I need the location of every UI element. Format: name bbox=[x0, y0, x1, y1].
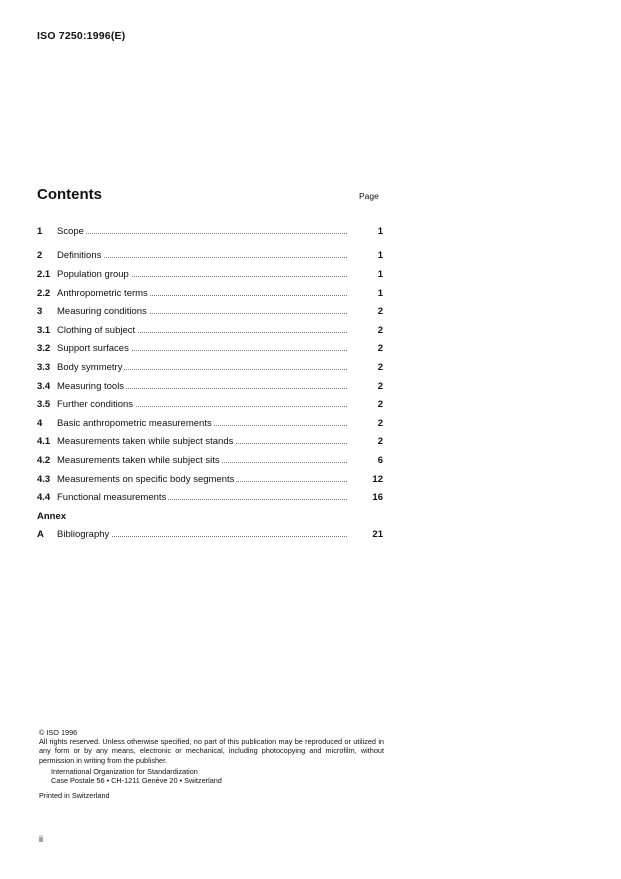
toc-entry-title: Anthropometric terms bbox=[57, 287, 148, 299]
toc-entry-title: Population group bbox=[57, 268, 129, 280]
toc-entry-title: Support surfaces bbox=[57, 343, 129, 355]
toc-entry-page: 1 bbox=[377, 250, 383, 262]
toc-entry-number: 3.1 bbox=[37, 324, 51, 336]
toc-entry-title-wrap bbox=[57, 288, 347, 299]
page-number: ii bbox=[39, 834, 43, 844]
toc-entry-number: 2.1 bbox=[37, 268, 51, 280]
table-of-contents bbox=[37, 222, 383, 544]
toc-entry-title: Functional measurements bbox=[57, 492, 167, 504]
toc-entry-number: 4.2 bbox=[37, 454, 51, 466]
toc-entry-page: 1 bbox=[377, 225, 383, 237]
toc-entry-page: 2 bbox=[377, 399, 383, 411]
toc-entry[interactable] bbox=[37, 395, 383, 414]
copyright-line: © ISO 1996 bbox=[39, 728, 78, 737]
toc-entry-title: Further conditions bbox=[57, 399, 134, 411]
toc-entry[interactable] bbox=[37, 377, 383, 396]
toc-entry-number: 3.3 bbox=[37, 361, 51, 373]
toc-entry-number: 3.5 bbox=[37, 399, 51, 411]
toc-entry[interactable] bbox=[37, 340, 383, 359]
toc-entry-number: 2.2 bbox=[37, 287, 51, 299]
toc-entry-page: 12 bbox=[372, 473, 383, 485]
standard-id-header: ISO 7250:1996(E) bbox=[37, 30, 126, 42]
organization-address: Case Postale 56 • CH-1211 Genève 20 • Switzerland bbox=[51, 776, 222, 786]
toc-entry-title-wrap bbox=[57, 399, 347, 410]
toc-entry[interactable] bbox=[37, 433, 383, 452]
toc-entry-number: 4.4 bbox=[37, 492, 51, 504]
organization-name: International Organization for Standardization bbox=[51, 766, 198, 776]
toc-entry-title: Scope bbox=[57, 225, 84, 237]
toc-entry-number: 3.4 bbox=[37, 380, 51, 392]
toc-entry-title-wrap bbox=[57, 492, 347, 503]
toc-entry-page: 16 bbox=[372, 492, 383, 504]
toc-entry[interactable] bbox=[37, 265, 383, 284]
toc-entry-title-wrap bbox=[57, 529, 347, 540]
toc-entry-title: Measurements taken while subject stands bbox=[57, 436, 234, 448]
page-column-label: Page bbox=[359, 191, 379, 201]
toc-entry-title-wrap bbox=[57, 343, 347, 354]
toc-entry-title-wrap bbox=[57, 474, 347, 485]
toc-entry-title: Body symmetry bbox=[57, 361, 123, 373]
toc-entry[interactable] bbox=[37, 222, 383, 241]
toc-entry-number: 2 bbox=[37, 250, 43, 262]
toc-entry-title: Measuring conditions bbox=[57, 306, 147, 318]
toc-entry-title-wrap bbox=[57, 269, 347, 280]
toc-entry-title-wrap bbox=[57, 362, 347, 373]
toc-entry-number: 1 bbox=[37, 225, 43, 237]
toc-entry[interactable] bbox=[37, 358, 383, 377]
copyright-notice bbox=[39, 728, 384, 800]
toc-entry-title: Definitions bbox=[57, 250, 102, 262]
toc-entry-number: 3 bbox=[37, 306, 43, 318]
toc-entry-page: 2 bbox=[377, 380, 383, 392]
toc-entry-title-wrap bbox=[57, 455, 347, 466]
dot-leader bbox=[57, 233, 347, 234]
toc-entry-title: Bibliography bbox=[57, 529, 110, 541]
annex-heading: Annex bbox=[37, 510, 67, 522]
printed-in: Printed in Switzerland bbox=[39, 791, 110, 801]
toc-entry-title-wrap bbox=[57, 418, 347, 429]
toc-entry-title-wrap bbox=[57, 325, 347, 336]
toc-entry-title: Clothing of subject bbox=[57, 324, 136, 336]
toc-entry[interactable] bbox=[37, 470, 383, 489]
toc-entry-number: 4 bbox=[37, 417, 43, 429]
toc-entry-page: 2 bbox=[377, 306, 383, 318]
toc-entry-title-wrap bbox=[57, 436, 347, 447]
toc-entry-page: 2 bbox=[377, 436, 383, 448]
toc-entry-page: 6 bbox=[377, 454, 383, 466]
toc-entry-number: 4.3 bbox=[37, 473, 51, 485]
toc-entry[interactable] bbox=[37, 414, 383, 433]
toc-entry-title-wrap bbox=[57, 226, 347, 237]
toc-entry-title: Measurements taken while subject sits bbox=[57, 454, 220, 466]
toc-entry-page: 2 bbox=[377, 324, 383, 336]
toc-entry[interactable] bbox=[37, 302, 383, 321]
toc-entry[interactable] bbox=[37, 321, 383, 340]
rights-statement: All rights reserved. Unless otherwise specified, no part of this publication may be reproduced or utilized in any form or by any means, electronic or mechanical, including photocopying and microfilm, without permission in writing from the publisher. bbox=[39, 737, 384, 765]
toc-entry-title: Measurements on specific body segments bbox=[57, 473, 235, 485]
toc-entry-number: A bbox=[37, 529, 44, 541]
toc-entry-page: 1 bbox=[377, 287, 383, 299]
toc-entry-page: 2 bbox=[377, 361, 383, 373]
toc-entry[interactable] bbox=[37, 247, 383, 266]
toc-entry-number: 3.2 bbox=[37, 343, 51, 355]
toc-entry-title-wrap bbox=[57, 381, 347, 392]
toc-entry-number: 4.1 bbox=[37, 436, 51, 448]
toc-entry-page: 1 bbox=[377, 268, 383, 280]
toc-entry[interactable] bbox=[37, 526, 383, 545]
contents-title: Contents bbox=[37, 186, 102, 203]
toc-entry-title: Measuring tools bbox=[57, 380, 125, 392]
toc-entry-title-wrap bbox=[57, 306, 347, 317]
toc-entry-title-wrap bbox=[57, 250, 347, 261]
toc-entry[interactable] bbox=[37, 284, 383, 303]
toc-entry[interactable] bbox=[37, 488, 383, 507]
toc-entry[interactable] bbox=[37, 451, 383, 470]
toc-entry-page: 2 bbox=[377, 417, 383, 429]
toc-entry-page: 2 bbox=[377, 343, 383, 355]
toc-entry-page: 21 bbox=[372, 529, 383, 541]
toc-entry-title: Basic anthropometric measurements bbox=[57, 417, 212, 429]
